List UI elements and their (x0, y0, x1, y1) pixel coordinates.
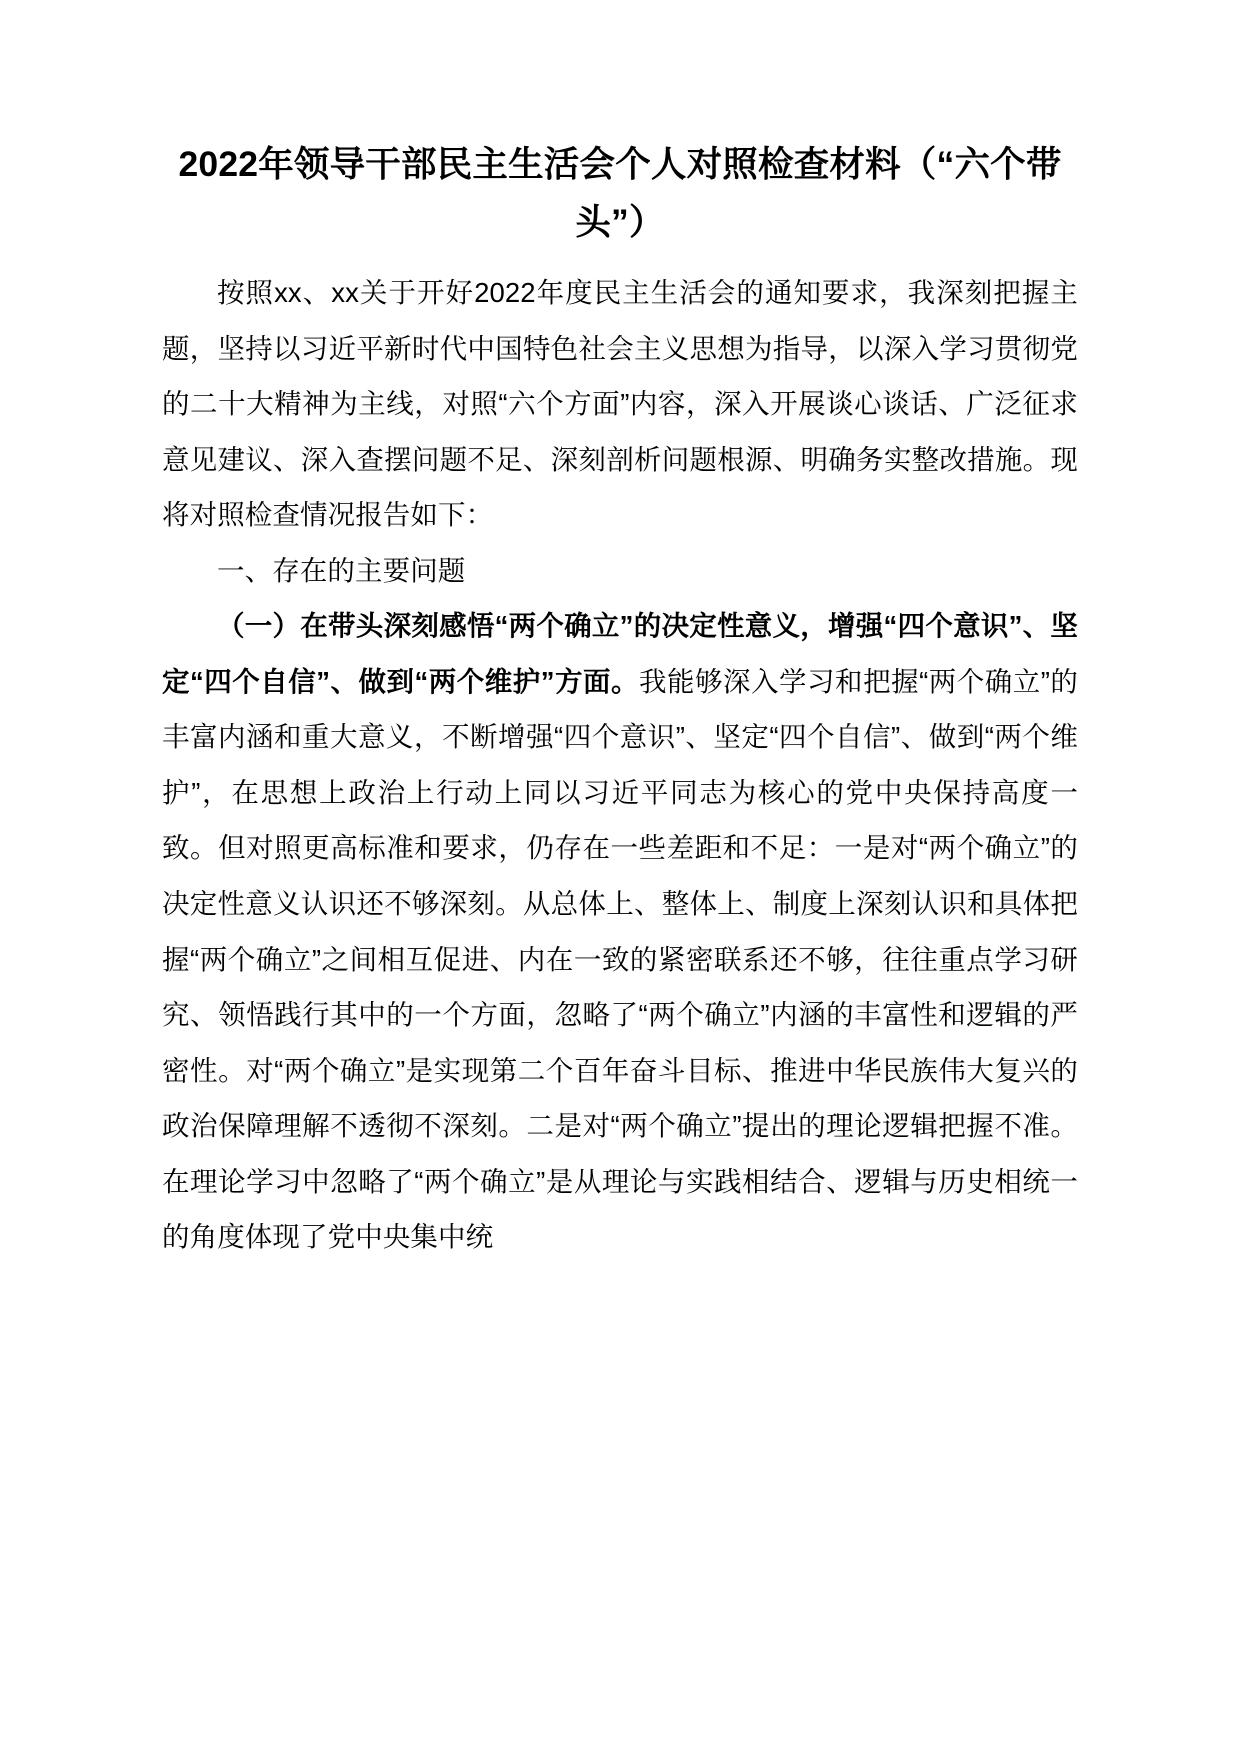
page-title: 2022年领导干部民主生活会个人对照检查材料（“六个带头”） (178, 144, 1062, 242)
section-one-item-one-body: 我能够深入学习和把握“两个确立”的丰富内涵和重大意义，不断增强“四个意识”、坚定“四个自信”、做到“两个维护”，在思想上政治上行动上同以习近平同志为核心的党中央保持高度一致。但对照更高标准和要求，仍存在一些差距和不足：一是对“两个确立”的决定性意义认识还不够深刻。从总体上、整体上、制度上深刻认识和具体把握“两个确立”之间相互促进、内在一致的紧密联系还不够，往往重点学习研究、领悟践行其中的一个方面，忽略了“两个确立”内涵的丰富性和逻辑的严密性。对“两个确立”是实现第二个百年奋斗目标、推进中华民族伟大复兴的政治保障理解不透彻不深刻。二是对“两个确立”提出的理论逻辑把握不准。在理论学习中忽略了“两个确立”是从理论与实践相结合、逻辑与历史相统一的角度体现了党中央集中统 (162, 665, 1078, 1253)
section-one-item-one (162, 598, 1078, 1265)
section-one-heading: 一、存在的主要问题 (217, 554, 466, 586)
section-one-item-one-lead: （一）在带头深刻感悟“两个确立”的决定性意义，增强“四个意识”、坚定“四个自信”、做到“两个维护”方面。 (162, 610, 1078, 697)
intro-paragraph: 按照xx、xx关于开好2022年度民主生活会的通知要求，我深刻把握主题，坚持以习近平新时代中国特色社会主义思想为指导，以深入学习贯彻党的二十大精神为主线，对照“六个方面”内容，深入开展谈心谈话、广泛征求意见建议、深入查摆问题不足、深刻剖析问题根源、明确务实整改措施。现将对照检查情况报告如下： (162, 277, 1078, 531)
